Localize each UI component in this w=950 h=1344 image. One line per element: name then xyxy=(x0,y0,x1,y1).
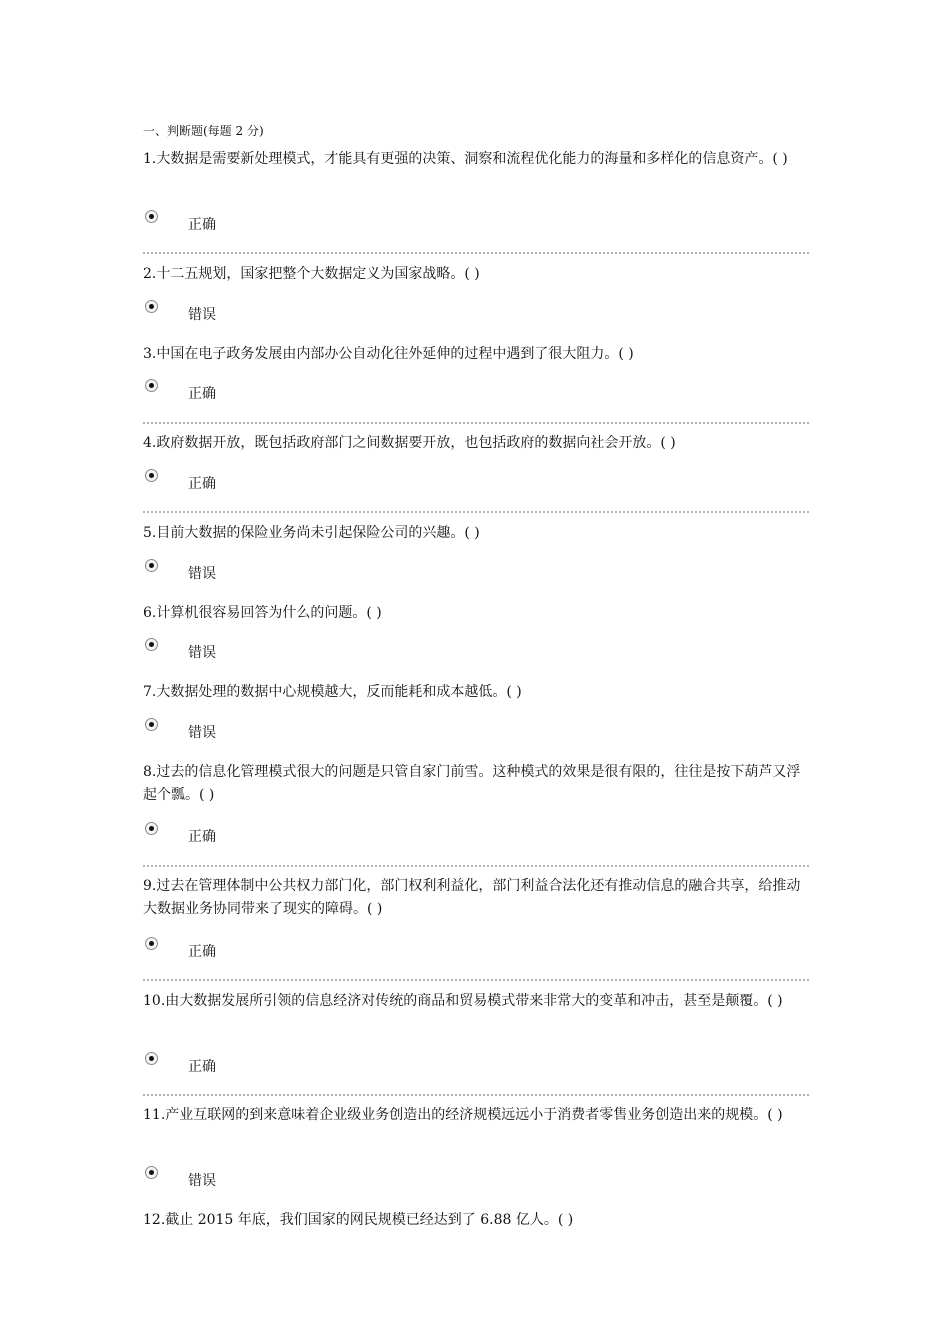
radio-selected-icon[interactable] xyxy=(145,559,158,572)
divider xyxy=(143,1094,809,1096)
question-5: 5.目前大数据的保险业务尚未引起保险公司的兴趣。( ) xyxy=(143,525,480,541)
question-8: 8.过去的信息化管理模式很大的问题是只管自家门前雪。这种模式的效果是很有限的，往往是按下葫芦又浮起个瓢。( ) xyxy=(143,764,801,803)
radio-selected-icon[interactable] xyxy=(145,379,158,392)
answer-option-11[interactable] xyxy=(143,1166,343,1190)
answer-option-9[interactable] xyxy=(143,937,343,961)
question-11: 11.产业互联网的到来意味着企业级业务创造出的经济规模远远小于消费者零售业务创造出来的规模。( ) xyxy=(143,1107,783,1123)
radio-selected-icon[interactable] xyxy=(145,822,158,835)
divider xyxy=(143,979,809,981)
answer-option-5[interactable] xyxy=(143,559,343,583)
answer-label: 错误 xyxy=(188,645,216,661)
answer-label: 正确 xyxy=(188,476,216,492)
question-2: 2.十二五规划，国家把整个大数据定义为国家战略。( ) xyxy=(143,266,480,282)
answer-label: 错误 xyxy=(188,725,216,741)
divider xyxy=(143,422,809,424)
answer-option-4[interactable] xyxy=(143,469,343,493)
question-6: 6.计算机很容易回答为什么的问题。( ) xyxy=(143,605,382,621)
answer-option-2[interactable] xyxy=(143,300,343,324)
radio-selected-icon[interactable] xyxy=(145,469,158,482)
answer-option-6[interactable] xyxy=(143,638,343,662)
question-7: 7.大数据处理的数据中心规模越大，反而能耗和成本越低。( ) xyxy=(143,684,522,700)
answer-label: 正确 xyxy=(188,217,216,233)
answer-label: 正确 xyxy=(188,386,216,402)
radio-selected-icon[interactable] xyxy=(145,1166,158,1179)
divider xyxy=(143,252,809,254)
divider xyxy=(143,865,809,867)
question-1: 1.大数据是需要新处理模式，才能具有更强的决策、洞察和流程优化能力的海量和多样化的信息资产。( ) xyxy=(143,151,788,167)
question-12: 12.截止 2015 年底，我们国家的网民规模已经达到了 6.88 亿人。( ) xyxy=(143,1212,574,1228)
answer-option-7[interactable] xyxy=(143,718,343,742)
answer-label: 正确 xyxy=(188,944,216,960)
question-10: 10.由大数据发展所引领的信息经济对传统的商品和贸易模式带来非常大的变革和冲击，甚至是颠覆。( ) xyxy=(143,993,783,1009)
radio-selected-icon[interactable] xyxy=(145,718,158,731)
question-4: 4.政府数据开放，既包括政府部门之间数据要开放，也包括政府的数据向社会开放。( ) xyxy=(143,435,676,451)
answer-label: 正确 xyxy=(188,1059,216,1075)
radio-selected-icon[interactable] xyxy=(145,210,158,223)
radio-selected-icon[interactable] xyxy=(145,937,158,950)
section-title: 一、判断题(每题 2 分) xyxy=(143,124,264,138)
answer-label: 错误 xyxy=(188,1173,216,1189)
answer-option-10[interactable] xyxy=(143,1052,343,1076)
answer-label: 错误 xyxy=(188,566,216,582)
answer-option-3[interactable] xyxy=(143,379,343,403)
answer-label: 正确 xyxy=(188,829,216,845)
question-9: 9.过去在管理体制中公共权力部门化，部门权利利益化，部门利益合法化还有推动信息的融合共享，给推动大数据业务协同带来了现实的障碍。( ) xyxy=(143,878,801,917)
divider xyxy=(143,511,809,513)
radio-selected-icon[interactable] xyxy=(145,1052,158,1065)
radio-selected-icon[interactable] xyxy=(145,300,158,313)
radio-selected-icon[interactable] xyxy=(145,638,158,651)
answer-option-1[interactable] xyxy=(143,210,343,234)
question-3: 3.中国在电子政务发展由内部办公自动化往外延伸的过程中遇到了很大阻力。( ) xyxy=(143,346,634,362)
answer-option-8[interactable] xyxy=(143,822,343,846)
answer-label: 错误 xyxy=(188,307,216,323)
